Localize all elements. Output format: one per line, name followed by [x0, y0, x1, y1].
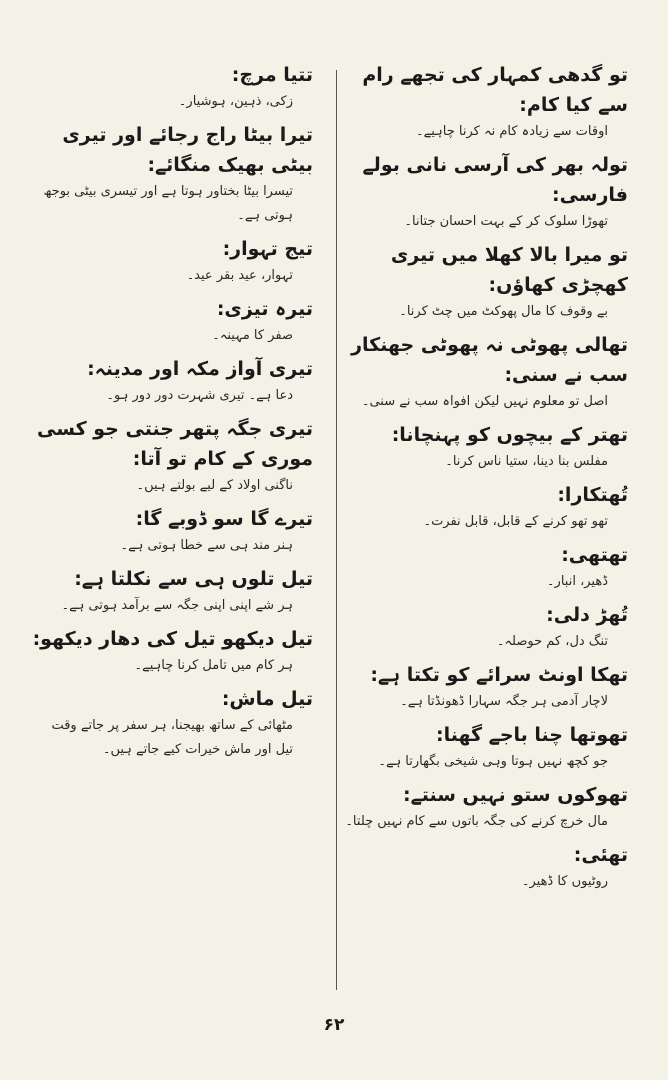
dictionary-entry — [338, 330, 628, 414]
entry-headword: تو میرا بالا کھلا میں تیری کھچڑی کھاؤں: — [390, 244, 628, 296]
entry-definition: تہوار، عید بقر عید۔ — [186, 268, 293, 283]
column-divider — [336, 70, 337, 990]
dictionary-entry — [338, 600, 628, 654]
right-column — [338, 60, 628, 900]
entry-headword: تیری جگہ پتھر جنتی جو کسی موری کے کام تو آتا: — [37, 418, 313, 470]
entry-definition: مٹھائی کے ساتھ بھیجنا، ہر سفر پر جاتے وقت تیل اور ماش خیرات کیے جاتے ہیں۔ — [51, 718, 293, 757]
dictionary-entry — [338, 540, 628, 594]
entry-headword: تیل ماش: — [221, 688, 313, 710]
entry-headword: تُھتکارا: — [557, 484, 628, 506]
dictionary-entry — [31, 234, 313, 288]
entry-definition: تیسرا بیٹا بختاور ہوتا ہے اور تیسری بیٹی بوجھ ہوتی ہے۔ — [43, 184, 293, 223]
entry-headword: تُھڑ دلی: — [546, 604, 628, 626]
entry-definition: مفلس بنا دینا، ستیا ناس کرنا۔ — [445, 454, 608, 469]
entry-definition: ہنر مند ہی سے خطا ہوتی ہے۔ — [120, 538, 293, 553]
entry-definition: مال خرچ کرنے کی جگہ باتوں سے کام نہیں چلتا۔ — [345, 814, 608, 829]
entry-headword: تھوکوں ستو نہیں سنتے: — [402, 784, 628, 806]
left-column — [31, 60, 313, 768]
entry-headword: تیرا بیٹا راج رجائے اور تیری بیٹی بھیک منگائے: — [62, 124, 313, 176]
entry-headword: تو گدھی کمہار کی تجھے رام سے کیا کام: — [362, 64, 628, 116]
entry-definition: دعا ہے۔ تیری شہرت دور دور ہو۔ — [106, 388, 293, 403]
dictionary-entry — [31, 60, 313, 114]
entry-headword: تھکا اونٹ سرائے کو تکتا ہے: — [370, 664, 628, 686]
dictionary-entry — [338, 60, 628, 144]
entry-definition: تنگ دل، کم حوصلہ۔ — [496, 634, 608, 649]
dictionary-entry — [31, 684, 313, 762]
dictionary-entry — [31, 624, 313, 678]
entry-definition: اوقات سے زیادہ کام نہ کرنا چاہیے۔ — [415, 124, 608, 139]
dictionary-entry — [338, 480, 628, 534]
entry-definition: جو کچھ نہیں ہوتا وہی شیخی بگھارتا ہے۔ — [378, 754, 608, 769]
entry-headword: تیل دیکھو تیل کی دھار دیکھو: — [32, 628, 313, 650]
entry-headword: تھالی پھوٹی نہ پھوٹی جھنکار سب نے سنی: — [351, 334, 628, 386]
dictionary-entry — [31, 294, 313, 348]
dictionary-entry — [338, 780, 628, 834]
dictionary-entry — [338, 240, 628, 324]
dictionary-entry — [31, 414, 313, 498]
entry-headword: تھوتھا چنا باجے گھنا: — [435, 724, 628, 746]
dictionary-entry — [338, 720, 628, 774]
dictionary-entry — [338, 660, 628, 714]
dictionary-entry — [338, 150, 628, 234]
dictionary-entry — [338, 420, 628, 474]
entry-definition: اصل تو معلوم نہیں لیکن افواہ سب نے سنی۔ — [361, 394, 608, 409]
entry-definition: ہر شے اپنی اپنی جگہ سے برآمد ہوتی ہے۔ — [61, 598, 293, 613]
entry-definition: روٹیوں کا ڈھیر۔ — [521, 874, 608, 889]
dictionary-entry — [31, 504, 313, 558]
entry-definition: بے وقوف کا مال پھوکٹ میں چٹ کرنا۔ — [399, 304, 608, 319]
entry-headword: تھتھی: — [561, 544, 628, 566]
entry-headword: تھتر کے بیچوں کو پہنچانا: — [391, 424, 628, 446]
dictionary-entry — [31, 120, 313, 228]
entry-headword: تھئی: — [573, 844, 628, 866]
entry-headword: تیل تلوں ہی سے نکلتا ہے: — [74, 568, 313, 590]
entry-definition: تھوڑا سلوک کر کے بہت احسان جتانا۔ — [404, 214, 608, 229]
entry-headword: تولہ بھر کی آرسی نانی بولے فارسی: — [362, 154, 628, 206]
entry-definition: ناگنی اولاد کے لیے بولتے ہیں۔ — [136, 478, 293, 493]
page-number: ۶۲ — [323, 1015, 345, 1035]
entry-definition: ڈھیر، انبار۔ — [546, 574, 608, 589]
entry-headword: تیری آواز مکہ اور مدینہ: — [87, 358, 313, 380]
dictionary-entry — [31, 564, 313, 618]
entry-definition: زکی، ذہین، ہوشیار۔ — [178, 94, 293, 109]
entry-definition: لاچار آدمی ہر جگہ سہارا ڈھونڈتا ہے۔ — [400, 694, 608, 709]
entry-definition: ہر کام میں تامل کرنا چاہیے۔ — [134, 658, 293, 673]
entry-headword: تیرہ تیزی: — [216, 298, 313, 320]
dictionary-entry — [31, 354, 313, 408]
entry-definition: تھو تھو کرنے کے قابل، قابل نفرت۔ — [423, 514, 608, 529]
entry-definition: صفر کا مہینہ۔ — [212, 328, 293, 343]
entry-headword: تتیا مرچ: — [231, 64, 313, 86]
entry-headword: تیرے گا سو ڈوبے گا: — [135, 508, 313, 530]
entry-headword: تیج تہوار: — [222, 238, 313, 260]
dictionary-entry — [338, 840, 628, 894]
